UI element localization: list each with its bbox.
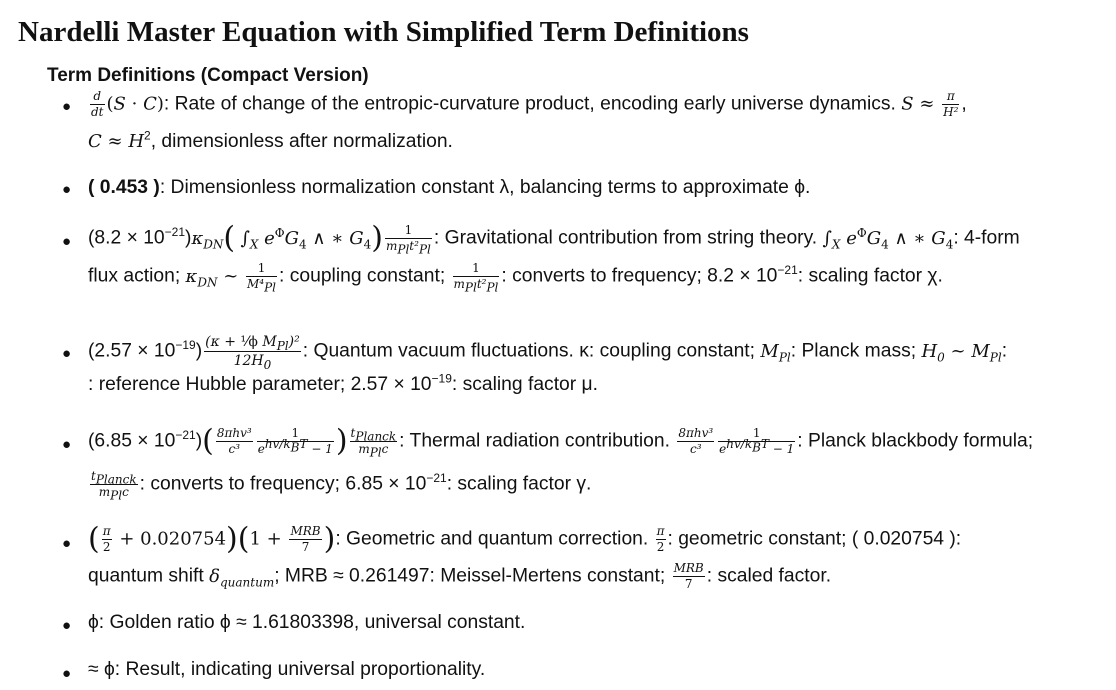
math-fraction: $\frac{t_{Planck}}{m_{Pl}c}$ <box>350 426 397 460</box>
math-fraction: $\frac{1}{e^{hv/k_BT} - 1}$ <box>719 426 795 456</box>
math-fraction: $\frac{d}{dt}$ <box>91 89 104 119</box>
math-fraction: $\frac{\text{8πhv³}}{\text{c³}}$ <box>216 426 252 456</box>
math-fraction: $\frac{(\kappa + ^1⁄\phi M_{Pl})^2}{12H_0}$ <box>205 334 300 372</box>
bullet-dot-icon: ● <box>62 233 72 250</box>
bullet-dot-icon: ● <box>62 617 72 634</box>
math-fraction: $\frac{\text{MRB}}{7}$ <box>673 561 704 591</box>
term-description: : Quantum vacuum fluctuations. κ: coupling constant; <box>302 340 761 362</box>
math-fraction: $\frac{\text{8πhv³}}{\text{c³}}$ <box>678 426 714 456</box>
math-fraction: $\frac{\text{MRB}}{7}$ <box>290 524 321 554</box>
bullet-dot-icon: ● <box>62 98 72 115</box>
bullet-dot-icon: ● <box>62 665 72 682</box>
term-description: : Gravitational contribution from string theory. <box>433 227 823 249</box>
math-fraction: $\frac{1}{m_{Pl}t^2_{Pl}}$ <box>385 223 431 257</box>
page-title: Nardelli Master Equation with Simplified Term Definitions <box>18 16 749 48</box>
term-description: ≈ ϕ: Result, indicating universal proportionality. <box>88 659 486 680</box>
math-fraction: $\frac{\pi}{2}$ <box>102 524 111 554</box>
bullet-dot-icon: ● <box>62 436 72 453</box>
term-item-thermal: $(6.85 \times 10^{-21})$( $\frac{\text{8πhv³}}{\text{c³}}$ $\frac{1}{e^{hv/k_BT} - 1}$ ) $\frac{t_{Planck}}{m_{Pl}c}$ : Thermal radiation contribution. $\frac{\text{8πhv³}}{\text{c³}}$ $\frac{1}{e^{hv/k_BT} - 1}$ : Planck blackbody formula; <box>88 423 1034 460</box>
term-description: ϕ: Golden ratio ϕ ≈ 1.61803398, universal constant. <box>88 612 526 633</box>
term-item-result <box>88 656 1108 684</box>
term-item-line: flux action; $\kappa_{DN}$ ~ $\frac{1}{M^4_{Pl}}$ : coupling constant; $\frac{1}{m_{Pl}t^2_{Pl}}$ : converts to frequency; $8.2 \times 10^{-21}$: scaling factor χ. <box>88 261 943 295</box>
bullet-dot-icon: ● <box>62 535 72 552</box>
math-fraction: $\frac{1}{e^{hv/k_BT} - 1}$ <box>257 426 333 456</box>
term-item-gravitational: $(8.2 \times 10^{-21})\kappa_{DN}$( $\int_X$ $e^\Phi G_4$ ∧ ∗ $G_4$) $\frac{1}{m_{Pl}t^2_{Pl}}$ : Gravitational contribution from string theory. $\int_X$ $e^\Phi G_4$ ∧ ∗ $G_4$: 4-form <box>88 220 1020 257</box>
term-item-line: $\frac{t_{Planck}}{m_{Pl}c}$ : converts to frequency; $6.85 \times 10^{-21}$: scaling factor γ. <box>91 469 592 503</box>
term-item-golden-ratio <box>88 609 1108 637</box>
term-description: : Dimensionless normalization constant λ, balancing terms to approximate ϕ. <box>159 177 811 198</box>
math-fraction: $\frac{\pi}{\text{H²}}$ <box>943 89 959 119</box>
term-item-line: $C \approx H^2$, dimensionless after normalization. <box>88 128 453 152</box>
term-item-line: : reference Hubble parameter; $2.57 \times 10^{-19}$: scaling factor μ. <box>88 371 599 395</box>
bullet-dot-icon: ● <box>62 181 72 198</box>
term-item-normalization: ( 0.453 ): Dimensionless normalization constant λ, balancing terms to approximate ϕ. <box>88 177 811 198</box>
math-fraction: $\frac{\pi}{2}$ <box>656 524 665 554</box>
term-description: : Rate of change of the entropic-curvature product, encoding early universe dynamics. <box>163 93 902 115</box>
section-heading: Term Definitions (Compact Version) <box>47 65 369 86</box>
term-item-geometric-correction: ( $\frac{\pi}{2}$ + 0.020754)(1 + $\frac{\text{MRB}}{7}$ ): Geometric and quantum correction. $\frac{\pi}{2}$ : geometric constant; ( 0.020754 ): <box>88 521 962 557</box>
math-fraction: $\frac{1}{m_{Pl}t^2_{Pl}}$ <box>453 261 499 295</box>
term-description: : Thermal radiation contribution. <box>399 430 676 452</box>
term-item-entropic-curvature: $\frac{d}{dt}$ (S · C): Rate of change of the entropic-curvature product, encoding early universe dynamics. S ≈ $\frac{\pi}{\text{H²}}$ , <box>91 89 967 119</box>
math-fraction: $\frac{1}{M^4_{Pl}}$ <box>247 261 277 295</box>
term-item-quantum-vacuum: $(2.57 \times 10^{-19})$ $\frac{(\kappa + ^1⁄\phi M_{Pl})^2}{12H_0}$ : Quantum vacuum fluctuations. κ: coupling constant; $M_{Pl}$: Planck mass; $H_0$ ~ $M_{Pl}$: <box>88 334 1008 372</box>
term-item-line: quantum shift $\delta_{quantum}$; MRB ≈ 0.261497: Meissel-Mertens constant; $\frac{\text{MRB}}{7}$ : scaled factor. <box>88 561 832 591</box>
math-fraction: $\frac{t_{Planck}}{m_{Pl}c}$ <box>91 469 137 503</box>
term-description: : Geometric and quantum correction. <box>335 528 654 550</box>
bullet-dot-icon: ● <box>62 345 72 362</box>
